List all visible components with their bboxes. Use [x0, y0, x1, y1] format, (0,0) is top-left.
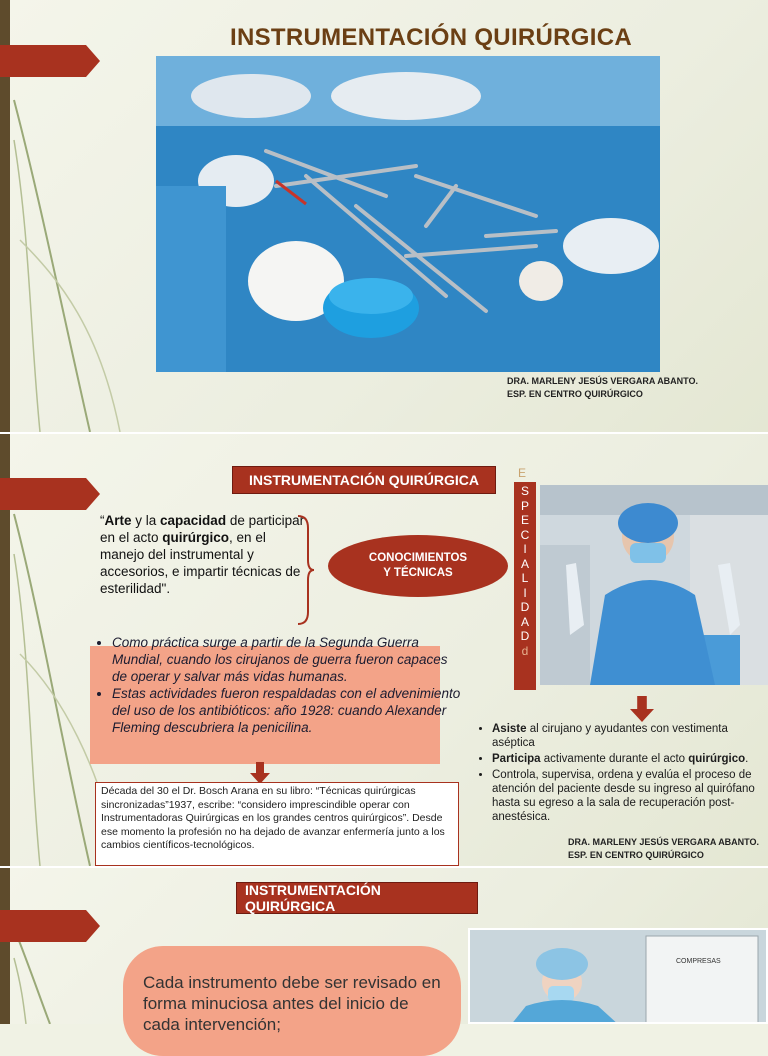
- role-bullet: • Controla, supervisa, ordena y evalúa el proceso de atención del paciente desde su ingreso al quirófano hasta su egreso a la sala de recuperación post-anestésica.: [492, 768, 766, 824]
- brace-icon: [296, 514, 316, 626]
- author-name: DRA. MARLENY JESÚS VERGARA ABANTO.: [568, 837, 760, 847]
- arrow-tag: [0, 910, 100, 942]
- slide-title: INSTRUMENTACIÓN QUIRÚRGICA: [236, 882, 478, 914]
- author-credit: [507, 375, 698, 401]
- role-bullets: [476, 722, 766, 826]
- author-credit: [568, 836, 759, 862]
- vertical-letter: P: [520, 498, 529, 513]
- surgeon-photo: [540, 485, 768, 685]
- history-note: Década del 30 el Dr. Bosch Arana en su libro: “Técnicas quirúrgicas sincronizadas”1937, escribe: “considero imprescindible operar con Instrumentadoras Quirúrgicas en los grandes centros quirúrgicos”. Desde ese momento la profesión no ha dejado de avanzar enfermería junto a los cambios científicos-tecnológicos.: [95, 782, 459, 866]
- board-label: COMPRESAS: [676, 958, 721, 965]
- vertical-word-especialidad: [514, 482, 536, 690]
- instrument-check-note: Cada instrumento debe ser revisado en forma minuciosa antes del inicio de cada intervención;: [123, 946, 461, 1056]
- nurse-photo: [468, 928, 768, 1024]
- vertical-letter: A: [520, 556, 529, 571]
- definition-quote: “Arte y la capacidad de participar en el acto quirúrgico, en el manejo del instrumental y accesorios, e impartir técnicas de esterilidad".: [100, 513, 305, 596]
- vertical-word-top: E: [518, 466, 527, 480]
- author-specialty: ESP. EN CENTRO QUIRÚRGICO: [568, 850, 704, 860]
- author-specialty: ESP. EN CENTRO QUIRÚRGICO: [507, 389, 643, 399]
- vertical-letter: C: [520, 527, 530, 542]
- vertical-letter: D: [520, 629, 530, 643]
- vertical-letter: I: [523, 542, 527, 556]
- slide-title: INSTRUMENTACIÓN QUIRÚRGICA: [232, 466, 496, 494]
- vertical-letter: E: [520, 513, 529, 527]
- knowledge-oval: [328, 535, 508, 597]
- arrow-tag: [0, 45, 100, 77]
- decorative-curves: [0, 868, 140, 1024]
- oval-line-1: CONOCIMIENTOS: [368, 552, 468, 564]
- oval-line-2: Y TÉCNICAS: [383, 567, 453, 579]
- vertical-letter: I: [523, 585, 527, 600]
- surgical-instruments-photo: [156, 56, 660, 372]
- history-bullet: • Estas actividades fueron respaldadas con el advenimiento del uso de los antibióticos: año 1928: cuando Alexander Fleming descubriera la penicilina.: [112, 685, 462, 736]
- author-name: DRA. MARLENY JESÚS VERGARA ABANTO.: [507, 376, 699, 386]
- slide-title: INSTRUMENTACIÓN QUIRÚRGICA: [230, 24, 633, 51]
- slide-1: [0, 0, 768, 432]
- vertical-letter: d: [521, 643, 529, 658]
- vertical-letter: L: [521, 571, 529, 585]
- vertical-letter: S: [520, 484, 529, 498]
- history-bullet: • Como práctica surge a partir de la Segunda Guerra Mundial, cuando los cirujanos de guerra fueron capaces de operar y salvar más vidas humanas.: [112, 634, 462, 685]
- vertical-letter: A: [520, 614, 529, 629]
- role-bullet: • Asiste al cirujano y ayudantes con vestimenta aséptica: [492, 722, 766, 750]
- vertical-letter: D: [520, 600, 530, 614]
- role-bullet: • Participa activamente durante el acto quirúrgico.: [492, 752, 766, 766]
- history-bullets: [90, 634, 462, 736]
- arrow-tag: [0, 478, 100, 510]
